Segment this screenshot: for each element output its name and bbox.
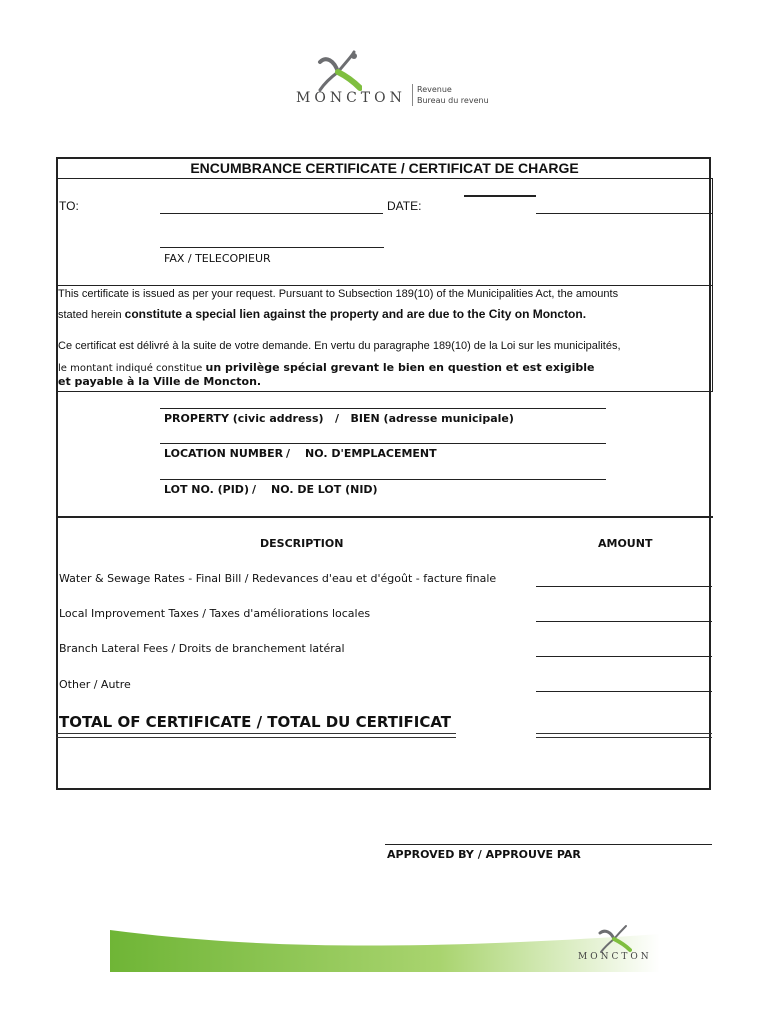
notice-en-line2-plain: stated herein (58, 309, 125, 321)
amount-local-improvement[interactable] (536, 621, 712, 622)
total-label: TOTAL OF CERTIFICATE / TOTAL DU CERTIFICAT (59, 713, 452, 731)
approved-label: APPROVED BY / APPROUVE PAR (387, 848, 581, 861)
date-field[interactable] (536, 213, 712, 214)
amount-header: AMOUNT (598, 537, 653, 550)
right-border-segment (712, 178, 713, 391)
to-label: TO: (59, 199, 79, 213)
date-top-rule (464, 195, 536, 197)
location-field[interactable] (160, 443, 606, 444)
footer-wordmark: MONCTON (578, 952, 652, 962)
footer-green-banner (110, 920, 660, 972)
description-header: DESCRIPTION (260, 537, 344, 550)
approved-signature-line[interactable] (385, 844, 712, 845)
row-water-sewage: Water & Sewage Rates - Final Bill / Redevances d'eau et d'égoût - facture finale (59, 572, 497, 585)
location-label-sep: / (286, 447, 291, 460)
to-field[interactable] (160, 213, 383, 214)
notice-en-line2 (58, 305, 586, 323)
notice-en-line2-bold: constitute a special lien against the property and are due to the City on Moncton. (124, 307, 587, 321)
dept-fr: Bureau du revenu (417, 96, 489, 105)
lot-field[interactable] (160, 479, 606, 480)
notice-fr-line3: et payable à la Ville de Moncton. (58, 375, 262, 388)
notice-divider (56, 391, 713, 392)
dept-en: Revenue (417, 85, 452, 94)
form-title: ENCUMBRANCE CERTIFICATE / CERTIFICAT DE CHARGE (190, 160, 579, 176)
amount-water-sewage[interactable] (536, 586, 712, 587)
certificate-form (56, 157, 711, 790)
row-branch-lateral: Branch Lateral Fees / Droits de branchement latéral (59, 642, 345, 655)
property-divider (56, 516, 713, 518)
row-local-improvement: Local Improvement Taxes / Taxes d'améliorations locales (59, 607, 371, 620)
fax-divider (56, 285, 713, 286)
lot-label-a: LOT NO. (PID) (164, 483, 249, 496)
notice-fr-line2-bold: un privilège spécial grevant le bien en question et est exigible (205, 361, 595, 374)
notice-en-line1: This certificate is issued as per your request. Pursuant to Subsection 189(10) of the Municipalities Act, the amounts (58, 288, 619, 300)
footer-emblem-icon (596, 924, 632, 954)
notice-fr-line2-plain: le montant indiqué constitue (58, 363, 206, 374)
total-amount-field[interactable] (536, 733, 712, 738)
fax-field[interactable] (160, 247, 384, 248)
total-underline (56, 733, 456, 738)
lot-label-sep: / (252, 483, 257, 496)
amount-other[interactable] (536, 691, 712, 692)
location-label-a: LOCATION NUMBER (164, 447, 284, 460)
date-label: DATE: (387, 199, 422, 213)
location-label-b: NO. D'EMPLACEMENT (305, 447, 437, 460)
amount-branch-lateral[interactable] (536, 656, 712, 657)
fax-label: FAX / TELECOPIEUR (164, 252, 271, 265)
lot-label-b: NO. DE LOT (NID) (271, 483, 378, 496)
moncton-emblem-icon (316, 50, 362, 94)
notice-fr-line2 (58, 358, 595, 376)
logo-wordmark: MONCTON (296, 90, 406, 106)
row-other: Other / Autre (59, 678, 131, 691)
property-label: PROPERTY (civic address) / BIEN (adresse municipale) (164, 412, 514, 425)
notice-fr-line1: Ce certificat est délivré à la suite de votre demande. En vertu du paragraphe 189(10) de la Loi sur les municipalités, (58, 340, 621, 352)
logo-divider (412, 84, 413, 106)
title-divider (56, 178, 713, 179)
property-field[interactable] (160, 408, 606, 409)
